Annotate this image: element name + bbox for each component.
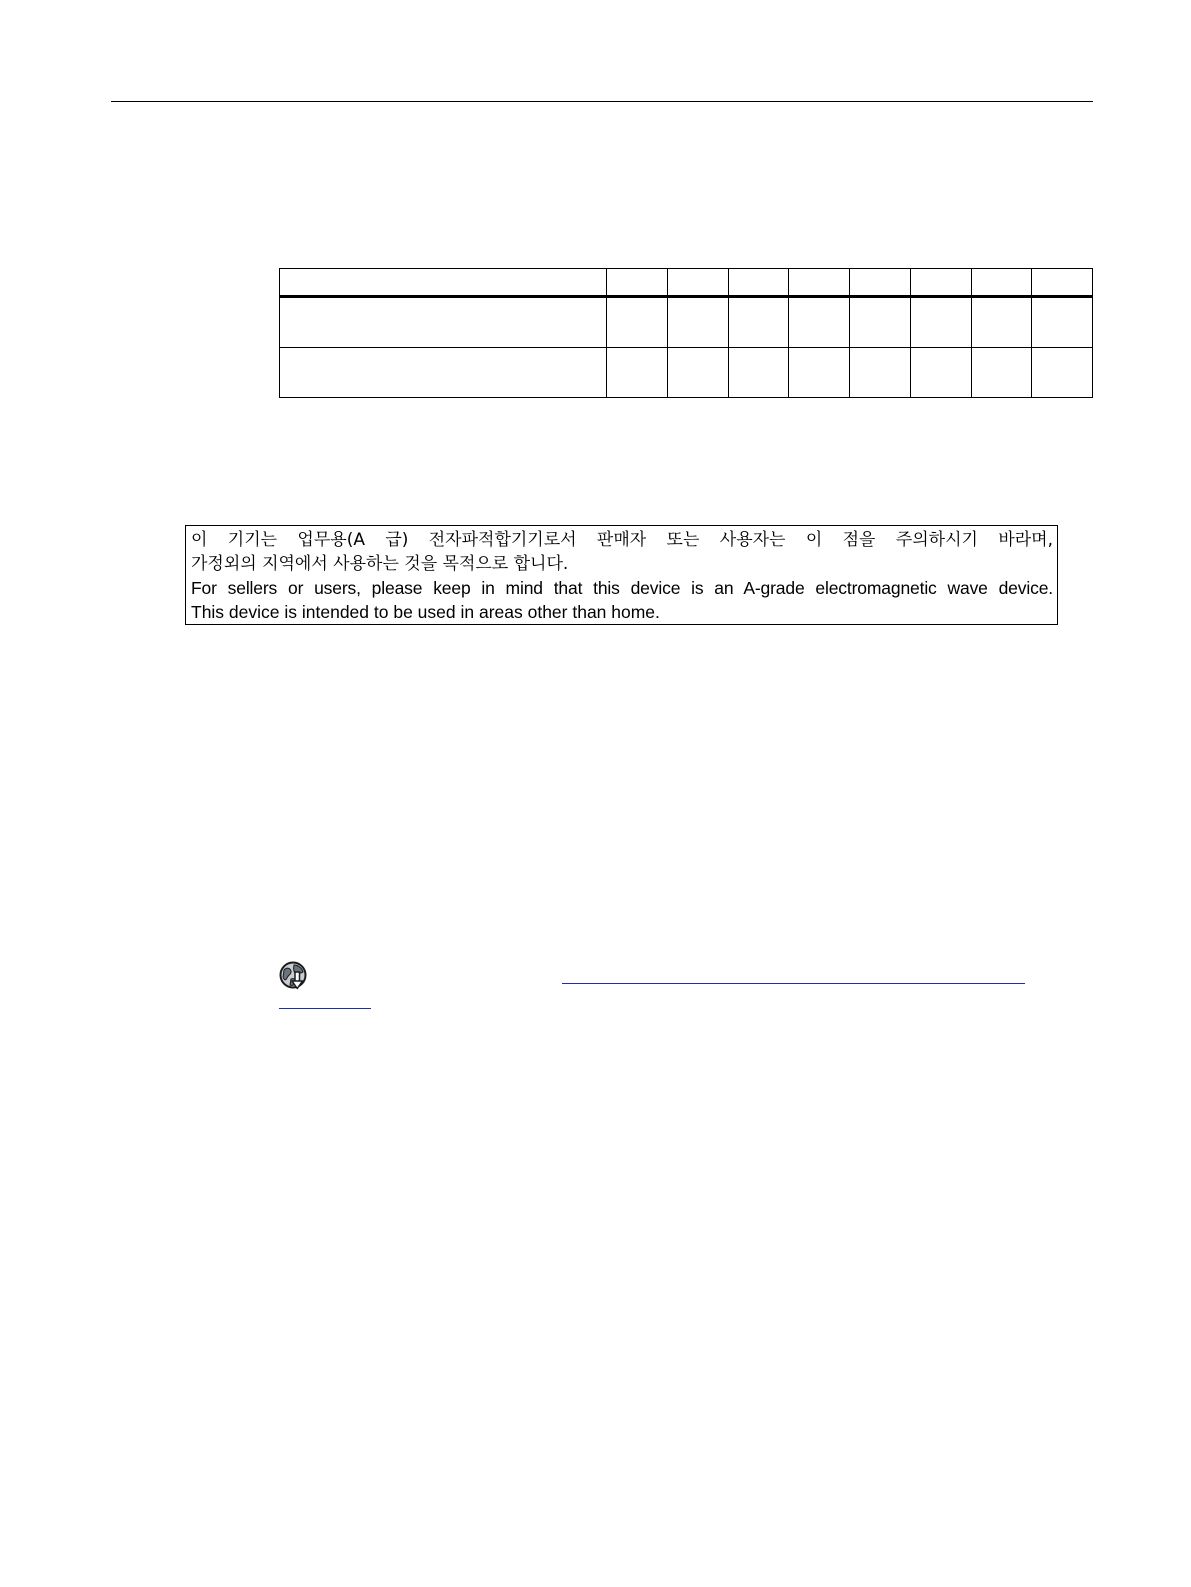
web-link[interactable] xyxy=(562,983,1025,984)
table-cell xyxy=(971,348,1032,398)
table-cell xyxy=(607,297,668,348)
table-cell xyxy=(910,297,971,348)
table-header-cell xyxy=(728,269,789,297)
table-header-cell xyxy=(971,269,1032,297)
table-header-cell xyxy=(910,269,971,297)
table-header-cell xyxy=(607,269,668,297)
table-row xyxy=(280,297,1093,348)
table-header-cell xyxy=(1032,269,1093,297)
english-notice-line-2: This device is intended to be used in areas other than home. xyxy=(191,602,660,622)
header-rule xyxy=(111,101,1093,102)
table-cell xyxy=(607,348,668,398)
globe-download-icon[interactable] xyxy=(279,961,309,991)
table-cell xyxy=(789,348,850,398)
table-cell xyxy=(667,297,728,348)
table-header-row xyxy=(280,269,1093,297)
table-cell xyxy=(280,348,607,398)
table-cell xyxy=(1032,297,1093,348)
table-cell xyxy=(667,348,728,398)
english-notice-line-1: For sellers or users, please keep in mind that this device is an A-grade electromagnetic wave device. xyxy=(191,578,1053,598)
specification-table xyxy=(279,268,1093,398)
table-cell xyxy=(850,348,911,398)
korean-notice-line-1: 이 기기는 업무용(A 급) 전자파적합기기로서 판매자 또는 사용자는 이 점을 주의하시기 바라며, xyxy=(191,530,1053,550)
table-header-cell xyxy=(280,269,607,297)
table-cell xyxy=(280,297,607,348)
table-cell xyxy=(789,297,850,348)
table-header-cell xyxy=(789,269,850,297)
web-link-continued[interactable] xyxy=(279,1008,371,1009)
korean-notice-line-2: 가정외의 지역에서 사용하는 것을 목적으로 합니다. xyxy=(191,554,569,574)
table-cell xyxy=(728,348,789,398)
table-header-cell xyxy=(667,269,728,297)
table-cell xyxy=(850,297,911,348)
table-cell xyxy=(971,297,1032,348)
table-header-cell xyxy=(850,269,911,297)
emc-notice-box xyxy=(185,525,1058,625)
table-row xyxy=(280,348,1093,398)
table-cell xyxy=(728,297,789,348)
table-cell xyxy=(910,348,971,398)
table-cell xyxy=(1032,348,1093,398)
